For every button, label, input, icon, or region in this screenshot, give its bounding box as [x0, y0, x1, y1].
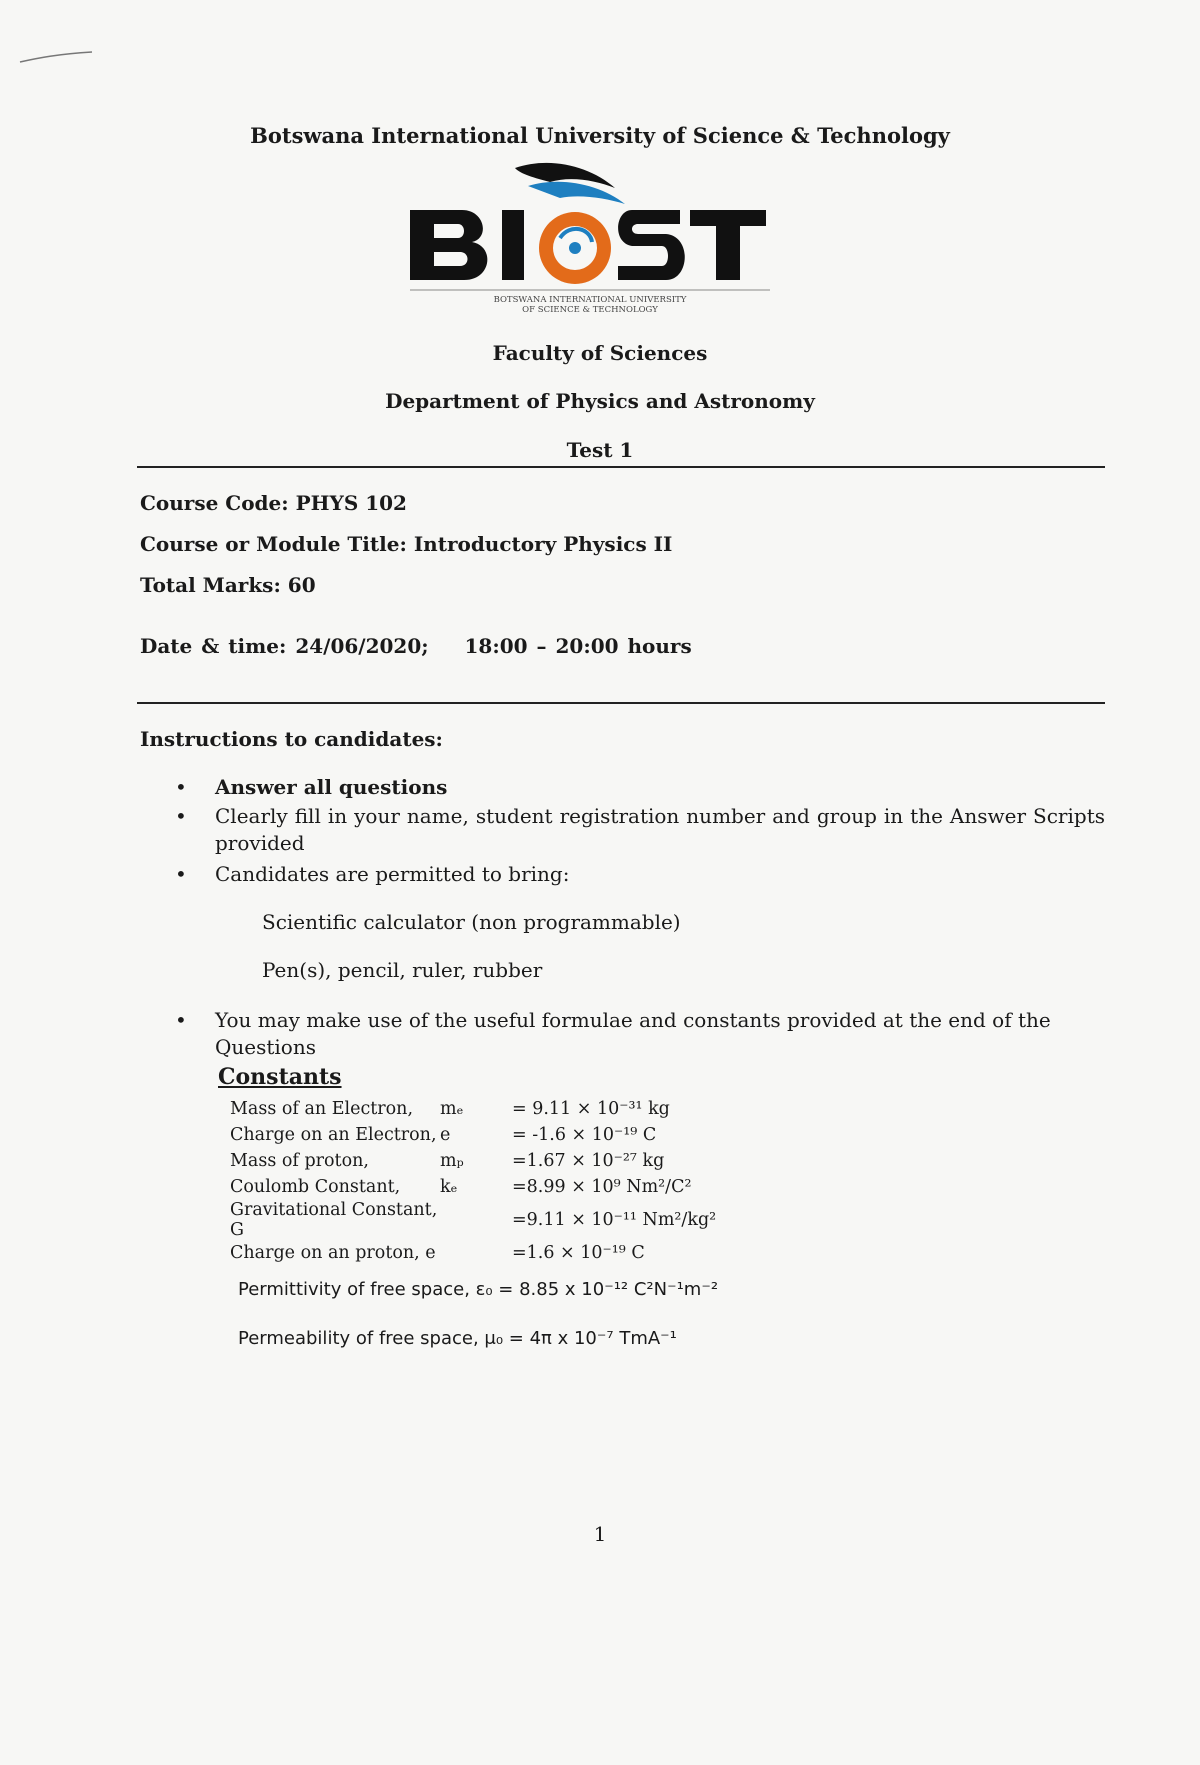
bullet-dot: • [175, 1008, 187, 1032]
total-marks: 60 [287, 573, 316, 597]
permitted-item-stationery: Pen(s), pencil, ruler, rubber [262, 958, 543, 982]
top-divider [137, 466, 1105, 468]
instruction-text: Answer all questions [215, 775, 448, 799]
bottom-divider [137, 702, 1105, 704]
university-name: Botswana International University of Science & Technology [250, 123, 950, 148]
course-code-line [140, 491, 407, 515]
instruction-text: You may make use of the useful formulae and constants provided at the end of the Questions [215, 1008, 1051, 1059]
constants-table [230, 1096, 716, 1266]
logo-subtitle-1: BOTSWANA INTERNATIONAL UNIVERSITY [493, 295, 687, 305]
instruction-text: Clearly fill in your name, student registration number and group in the Answer Scripts provided [215, 804, 1105, 855]
biust-logo-graphic [400, 158, 820, 315]
course-code: PHYS 102 [295, 491, 407, 515]
table-row: Coulomb Constant, kₑ =8.99 × 10⁹ Nm²/C² [230, 1177, 692, 1197]
logo-subtitle-2: OF SCIENCE & TECHNOLOGY [522, 305, 658, 315]
course-title-label: Course or Module Title: [140, 532, 407, 556]
exam-time: 18:00 – 20:00 hours [464, 634, 692, 658]
bullet-dot: • [175, 775, 187, 799]
table-row: Gravitational Constant, G =9.11 × 10⁻¹¹ Nm²/kg² [230, 1200, 717, 1240]
total-marks-line [140, 573, 316, 597]
instruction-item [175, 803, 1105, 857]
faculty-name: Faculty of Sciences [492, 341, 708, 365]
exam-date: 24/06/2020; [295, 634, 429, 658]
table-row: Mass of proton, mₚ =1.67 × 10⁻²⁷ kg [230, 1151, 665, 1171]
permitted-item-calculator: Scientific calculator (non programmable) [262, 910, 681, 934]
test-title: Test 1 [566, 438, 634, 462]
instruction-item [175, 861, 1105, 888]
department-name: Department of Physics and Astronomy [385, 389, 815, 413]
page-number: 1 [593, 1522, 607, 1546]
total-marks-label: Total Marks: [140, 573, 281, 597]
table-row: Mass of an Electron, mₑ = 9.11 × 10⁻³¹ kg [230, 1099, 670, 1119]
instruction-text: Candidates are permitted to bring: [215, 862, 570, 886]
date-time-line [140, 634, 692, 658]
bullet-dot: • [175, 862, 187, 886]
university-logo [400, 158, 820, 315]
course-title-line [140, 532, 672, 556]
pen-scribble [18, 48, 98, 68]
instructions-heading: Instructions to candidates: [140, 727, 443, 751]
permeability-constant: Permeability of free space, μ₀ = 4π x 10⁻⁷ TmA⁻¹ [238, 1328, 677, 1349]
course-title: Introductory Physics II [413, 532, 673, 556]
table-row: Charge on an Electron, e = -1.6 × 10⁻¹⁹ C [230, 1125, 657, 1145]
instruction-item [175, 1007, 1055, 1061]
date-label: Date & time: [140, 634, 287, 658]
table-row: Charge on an proton, e =1.6 × 10⁻¹⁹ C [230, 1243, 645, 1263]
permittivity-constant: Permittivity of free space, ε₀ = 8.85 x 10⁻¹² C²N⁻¹m⁻² [238, 1279, 719, 1300]
bullet-dot: • [175, 804, 187, 828]
instruction-item [175, 774, 1105, 801]
course-code-label: Course Code: [140, 491, 289, 515]
constants-heading: Constants [218, 1064, 342, 1090]
